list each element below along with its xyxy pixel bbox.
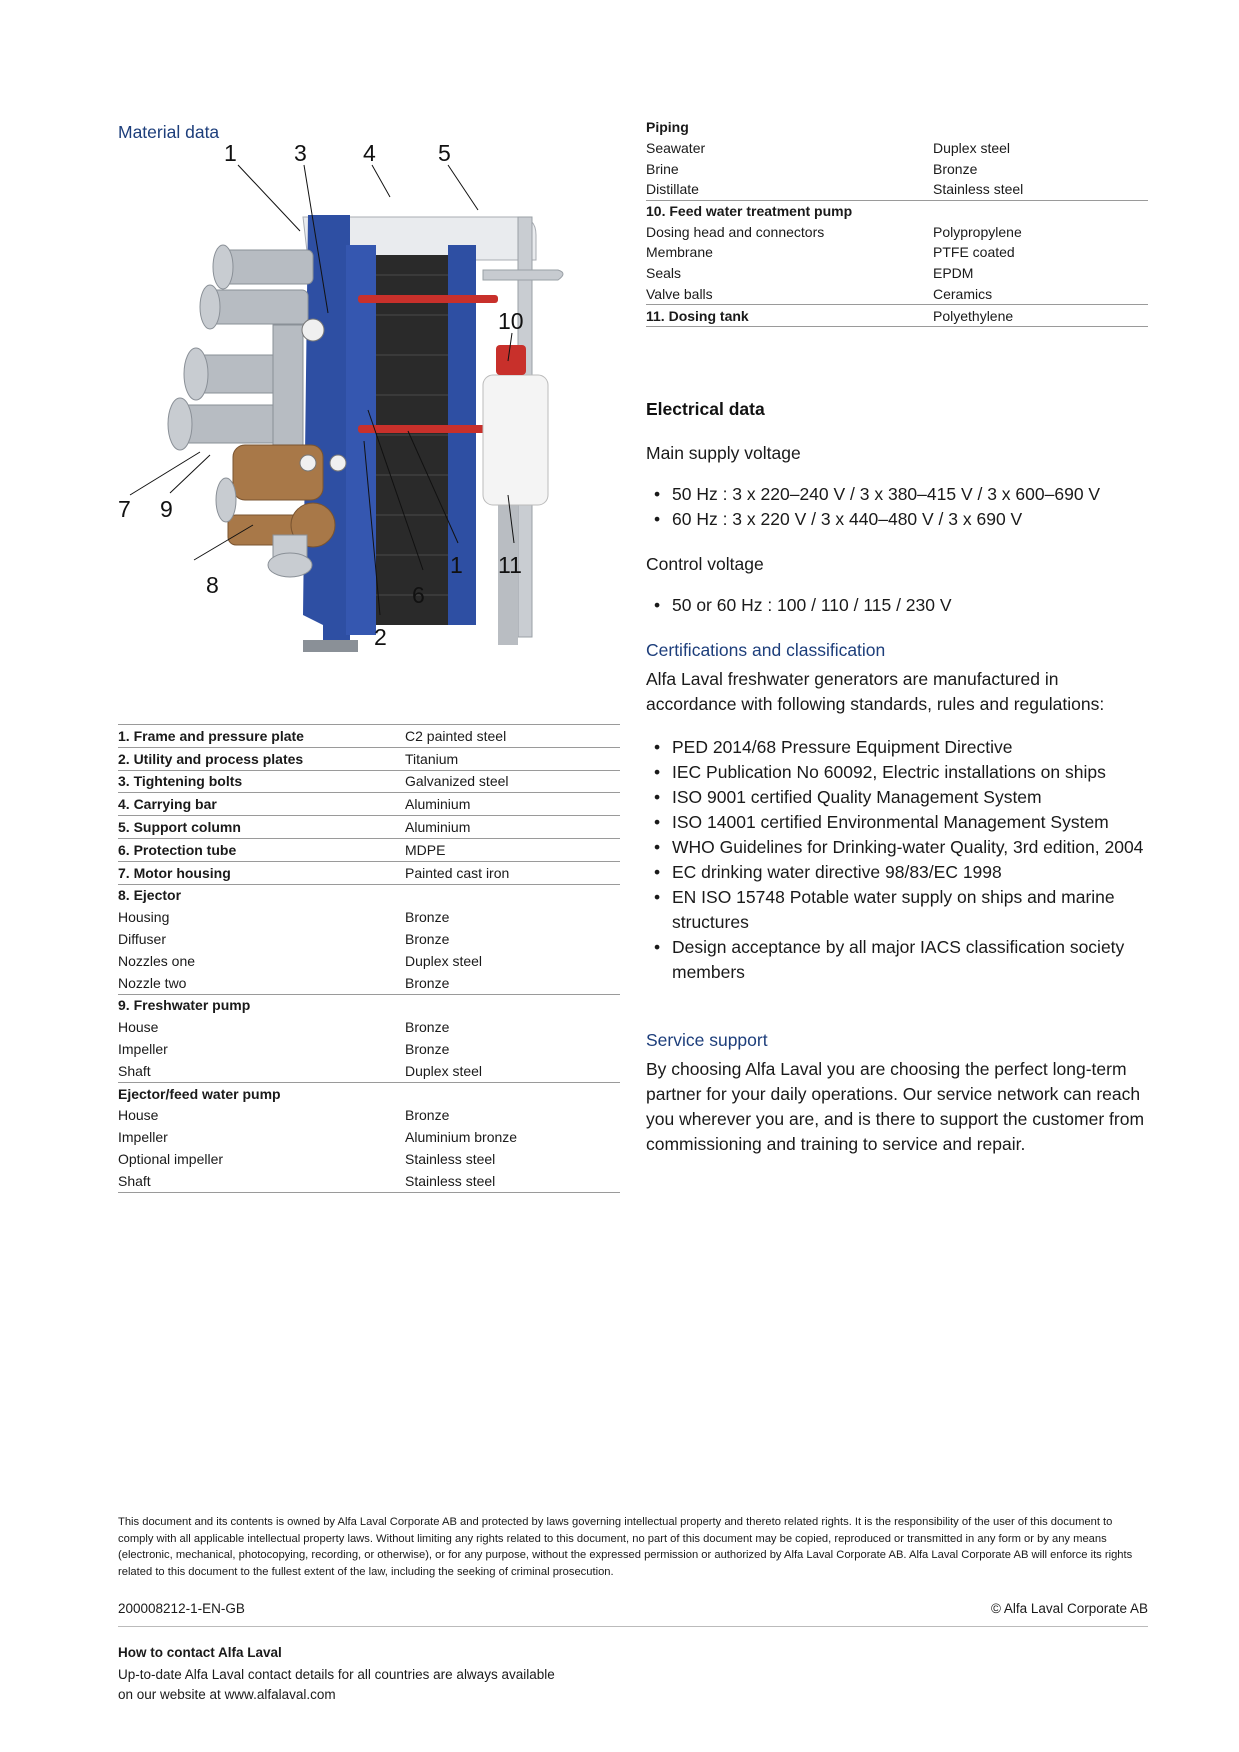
- contact-heading: How to contact Alfa Laval: [118, 1645, 282, 1660]
- table-row: [118, 906, 620, 928]
- certifications-list: [646, 735, 1146, 985]
- footer-divider: [118, 1626, 1148, 1627]
- table-row: [646, 263, 1148, 284]
- row-label: Impeller: [118, 1129, 168, 1146]
- piping-data-table: [646, 117, 1148, 327]
- row-value: Titanium: [405, 750, 459, 767]
- copyright: © Alfa Laval Corporate AB: [990, 1601, 1148, 1616]
- row-label: 9. Freshwater pump: [118, 997, 251, 1014]
- callout-5: 5: [438, 145, 451, 166]
- list-item: • 60 Hz : 3 x 220 V / 3 x 440–480 V / 3 x 690 V: [646, 507, 1146, 532]
- row-label: Seals: [646, 265, 682, 282]
- row-label: Impeller: [118, 1041, 168, 1058]
- list-item: • IEC Publication No 60092, Electric installations on ships: [646, 760, 1146, 785]
- table-row: [118, 724, 620, 747]
- row-label: Optional impeller: [118, 1151, 224, 1168]
- row-label: 8. Ejector: [118, 887, 182, 904]
- table-row: [646, 304, 1148, 327]
- row-value: Bronze: [405, 1041, 450, 1058]
- callout-3: 3: [294, 145, 307, 166]
- material-data-table: [118, 724, 620, 1193]
- certifications-intro: Alfa Laval freshwater generators are manufactured in accordance with following standards, rules and regulations:: [646, 669, 1105, 714]
- row-value: Bronze: [405, 931, 450, 948]
- callout-1-bottom: 1: [450, 552, 463, 578]
- row-value: EPDM: [933, 265, 974, 282]
- table-row: [118, 1148, 620, 1170]
- row-label: 6. Protection tube: [118, 841, 237, 858]
- service-support-text: By choosing Alfa Laval you are choosing the perfect long-term partner for your daily operations. Our service network can reach you wherever you are, and is there to support the customer from commissioning and training to service and repair.: [646, 1059, 1145, 1154]
- row-label: Housing: [118, 909, 170, 926]
- row-label: Shaft: [118, 1062, 151, 1079]
- table-row: [118, 770, 620, 793]
- row-value: Bronze: [405, 1107, 450, 1124]
- table-row: [646, 200, 1148, 222]
- service-support-heading: Service support: [646, 1030, 768, 1050]
- row-label: House: [118, 1107, 159, 1124]
- callout-10: 10: [498, 308, 524, 334]
- callout-8: 8: [206, 572, 219, 598]
- table-row: [118, 838, 620, 861]
- row-label: 1. Frame and pressure plate: [118, 727, 304, 744]
- contact-line: Up-to-date Alfa Laval contact details for all countries are always available: [118, 1667, 555, 1682]
- row-value: Stainless steel: [933, 181, 1024, 198]
- row-value: Aluminium: [405, 819, 471, 836]
- list-item: • 50 Hz : 3 x 220–240 V / 3 x 380–415 V / 3 x 600–690 V: [646, 482, 1146, 507]
- callout-11: 11: [498, 552, 522, 578]
- callout-1-top: 1: [224, 145, 237, 166]
- row-value: MDPE: [405, 841, 446, 858]
- document-id: 200008212-1-EN-GB: [118, 1601, 245, 1616]
- table-row: [118, 1016, 620, 1038]
- row-value: Ceramics: [933, 285, 993, 302]
- table-row: [646, 242, 1148, 263]
- contact-text: [118, 1665, 618, 1705]
- callout-7: 7: [118, 496, 131, 522]
- list-item: • PED 2014/68 Pressure Equipment Directive: [646, 735, 1146, 760]
- row-label: 2. Utility and process plates: [118, 750, 304, 767]
- row-label: Nozzle two: [118, 974, 187, 991]
- row-label: 7. Motor housing: [118, 864, 231, 881]
- row-value: Bronze: [405, 909, 450, 926]
- list-item: • EC drinking water directive 98/83/EC 1998: [646, 860, 1146, 885]
- contact-line: on our website at www.alfalaval.com: [118, 1687, 336, 1702]
- row-value: Bronze: [405, 974, 450, 991]
- row-label: 10. Feed water treatment pump: [646, 203, 853, 220]
- callout-6: 6: [412, 582, 425, 608]
- row-label: Brine: [646, 160, 679, 177]
- row-label: Piping: [646, 119, 689, 136]
- row-label: 4. Carrying bar: [118, 796, 217, 813]
- row-label: Membrane: [646, 244, 713, 261]
- control-voltage-label: Control voltage: [646, 554, 764, 574]
- electrical-data-heading: Electrical data: [646, 399, 765, 419]
- row-value: Bronze: [405, 1019, 450, 1036]
- row-value: Polypropylene: [933, 223, 1022, 240]
- table-row: [646, 138, 1148, 159]
- table-row: [118, 950, 620, 972]
- legal-notice: This document and its contents is owned by Alfa Laval Corporate AB and protected by laws governing intellectual property and thereto related rights. It is the responsibility of the user of this document to comply with all applicable intellectual property laws. Without limiting any rights related to this document, no part of this document may be copied, reproduced or transmitted in any form or by any means (electronic, mechanical, photocopying, recording, or otherwise), or for any purpose, without the expressed permission or authorized by Alfa Laval Corporate AB. Alfa Laval Corporate AB will enforce its rights related to this document to the fullest extent of the law, including the seeking of criminal prosecution.: [118, 1516, 1133, 1578]
- table-row: [646, 117, 1148, 138]
- table-row: [118, 1105, 620, 1127]
- row-label: House: [118, 1019, 159, 1036]
- table-row: [118, 928, 620, 950]
- list-item: • ISO 14001 certified Environmental Management System: [646, 810, 1146, 835]
- list-item: • Design acceptance by all major IACS classification society members: [646, 935, 1146, 985]
- row-label: Diffuser: [118, 931, 166, 948]
- row-label: Seawater: [646, 140, 706, 157]
- table-row: [118, 815, 620, 838]
- row-value: Duplex steel: [405, 1062, 483, 1079]
- certifications-heading: Certifications and classification: [646, 640, 886, 660]
- row-value: Polyethylene: [933, 307, 1014, 324]
- callout-4: 4: [363, 145, 376, 166]
- list-item: • 50 or 60 Hz : 100 / 110 / 115 / 230 V: [646, 593, 1146, 618]
- row-value: Aluminium: [405, 796, 471, 813]
- main-supply-label: Main supply voltage: [646, 443, 801, 463]
- callout-2: 2: [374, 624, 387, 650]
- row-label: Dosing head and connectors: [646, 223, 825, 240]
- row-value: Stainless steel: [405, 1151, 496, 1168]
- row-label: Valve balls: [646, 285, 713, 302]
- row-value: PTFE coated: [933, 244, 1015, 261]
- table-row: [118, 792, 620, 815]
- row-value: Aluminium bronze: [405, 1129, 518, 1146]
- row-label: Shaft: [118, 1172, 151, 1189]
- row-label: Ejector/feed water pump: [118, 1085, 281, 1102]
- table-row: [646, 284, 1148, 305]
- row-label: Nozzles one: [118, 952, 196, 969]
- table-row: [118, 861, 620, 884]
- table-row: [118, 994, 620, 1017]
- material-data-heading: Material data: [118, 122, 220, 142]
- table-row: [118, 1082, 620, 1105]
- table-row: [118, 884, 620, 907]
- table-row: [118, 1170, 620, 1193]
- table-row: [118, 1126, 620, 1148]
- table-row: [646, 221, 1148, 242]
- row-value: Bronze: [933, 160, 978, 177]
- main-supply-list: [646, 482, 1146, 532]
- row-value: C2 painted steel: [405, 727, 507, 744]
- list-item: • WHO Guidelines for Drinking-water Quality, 3rd edition, 2004: [646, 835, 1146, 860]
- row-label: 11. Dosing tank: [646, 307, 749, 324]
- table-row: [118, 972, 620, 994]
- row-value: Galvanized steel: [405, 773, 509, 790]
- table-row: [646, 179, 1148, 200]
- row-value: Painted cast iron: [405, 864, 510, 881]
- freshwater-generator-illustration: [118, 145, 618, 710]
- control-voltage-list: [646, 593, 1146, 618]
- row-label: Distillate: [646, 181, 699, 198]
- row-label: 5. Support column: [118, 819, 241, 836]
- list-item: • ISO 9001 certified Quality Management System: [646, 785, 1146, 810]
- row-value: Duplex steel: [405, 952, 483, 969]
- list-item: • EN ISO 15748 Potable water supply on ships and marine structures: [646, 885, 1146, 935]
- table-row: [118, 1060, 620, 1082]
- row-value: Duplex steel: [933, 140, 1011, 157]
- table-row: [118, 1038, 620, 1060]
- row-value: Stainless steel: [405, 1172, 496, 1189]
- table-row: [646, 158, 1148, 179]
- row-label: 3. Tightening bolts: [118, 773, 243, 790]
- callout-9: 9: [160, 496, 173, 522]
- table-row: [118, 747, 620, 770]
